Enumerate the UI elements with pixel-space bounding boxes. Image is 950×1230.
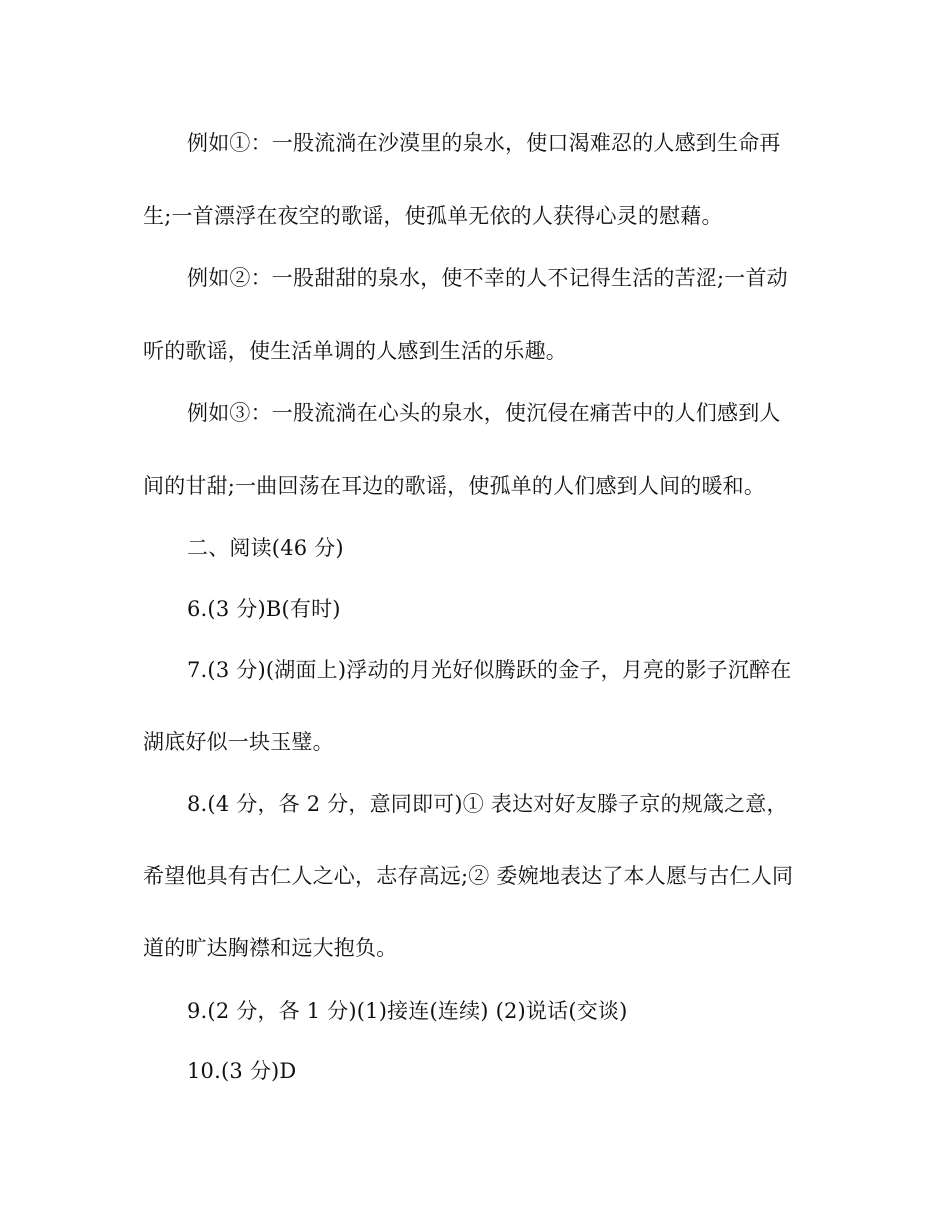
answer-9: 9.(2 分，各 1 分)(1)接连(连续) (2)说话(交谈) [187, 999, 628, 1023]
example-2-line-1: 例如②：一股甜甜的泉水，使不幸的人不记得生活的苦涩;一首动 [187, 266, 788, 290]
section-heading-reading: 二、阅读(46 分) [187, 536, 344, 560]
answer-7-line-2: 湖底好似一块玉璧。 [143, 730, 334, 754]
example-3-line-2: 间的甘甜;一曲回荡在耳边的歌谣，使孤单的人们感到人间的暖和。 [143, 474, 766, 498]
example-1-line-2: 生;一首漂浮在夜空的歌谣，使孤单无依的人获得心灵的慰藉。 [143, 204, 723, 228]
example-1-line-1: 例如①：一股流淌在沙漠里的泉水，使口渴难忍的人感到生命再 [187, 131, 781, 155]
answer-6: 6.(3 分)B(有时) [187, 597, 341, 621]
answer-8-line-2: 希望他具有古仁人之心，志存高远;② 委婉地表达了本人愿与古仁人同 [143, 864, 794, 888]
answer-8-line-3: 道的旷达胸襟和远大抱负。 [143, 936, 398, 960]
example-3-line-1: 例如③：一股流淌在心头的泉水，使沉侵在痛苦中的人们感到人 [187, 401, 781, 425]
example-2-line-2: 听的歌谣，使生活单调的人感到生活的乐趣。 [143, 339, 567, 363]
answer-7-line-1: 7.(3 分)(湖面上)浮动的月光好似腾跃的金子，月亮的影子沉醉在 [187, 658, 792, 682]
answer-10: 10.(3 分)D [187, 1059, 297, 1083]
answer-8-line-1: 8.(4 分，各 2 分，意同即可)① 表达对好友滕子京的规箴之意， [187, 792, 788, 816]
